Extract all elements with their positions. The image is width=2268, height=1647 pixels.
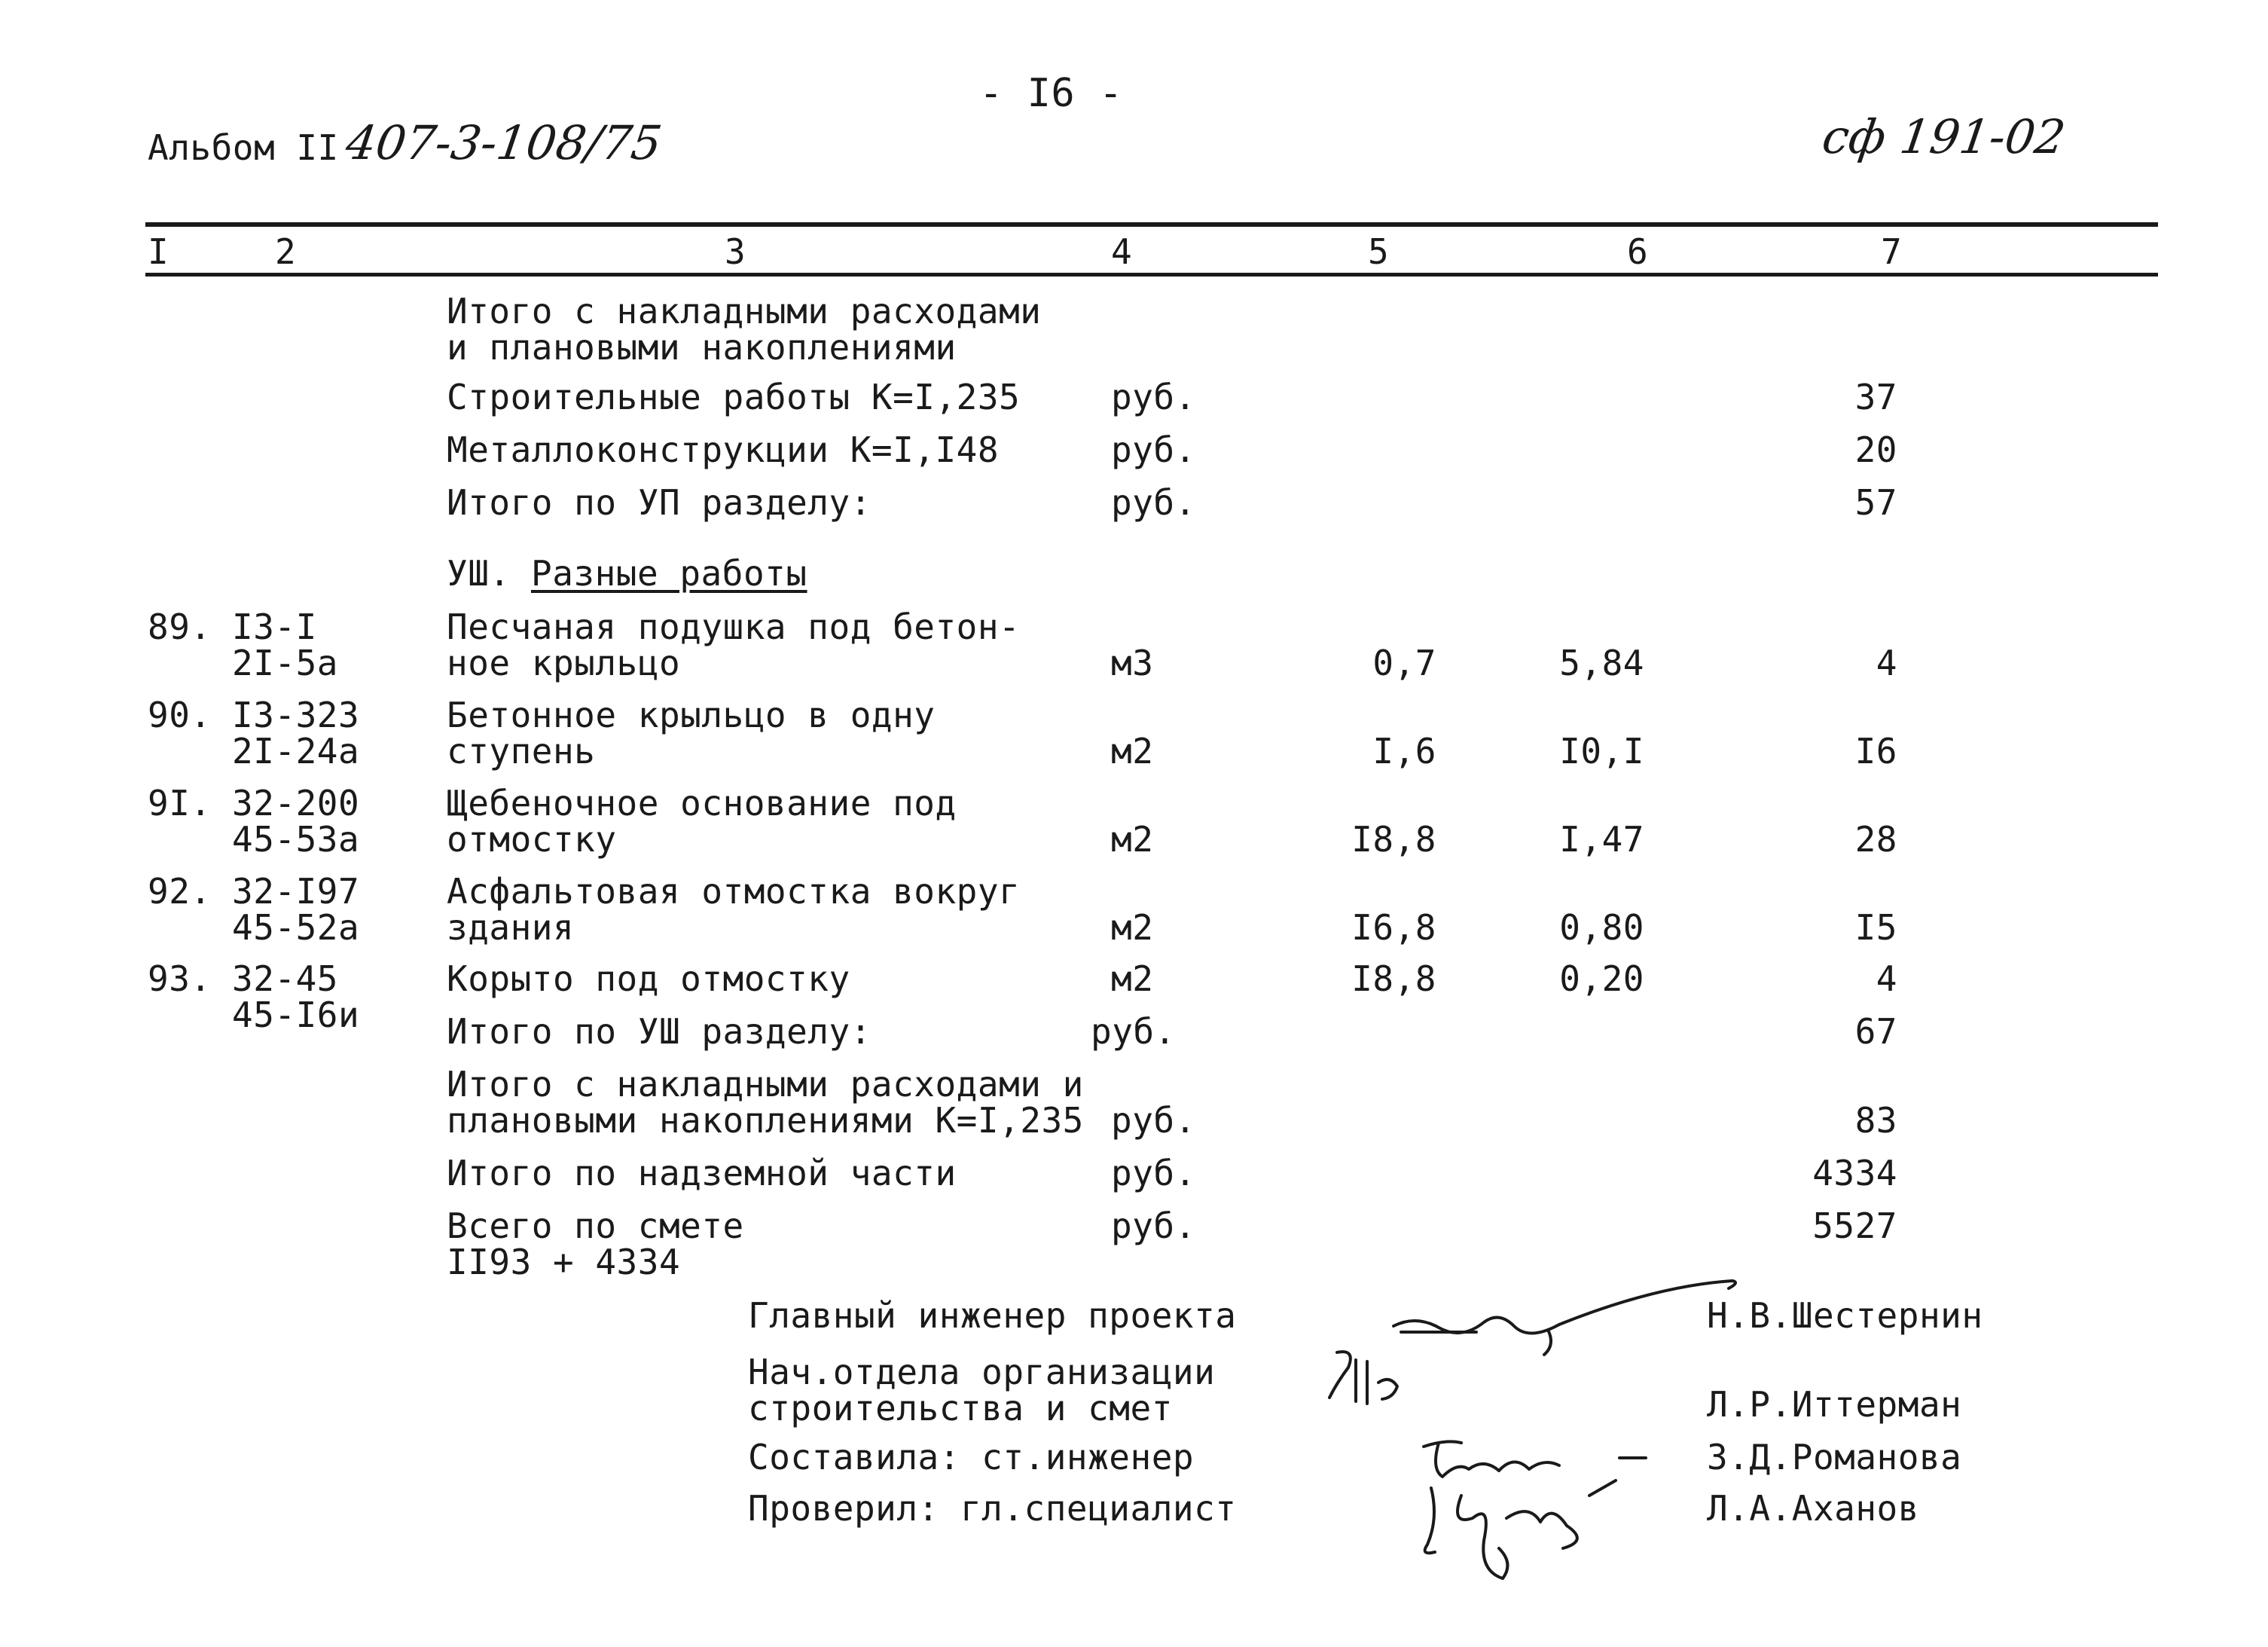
summary-row-unit: руб.	[1111, 377, 1196, 417]
item-name-line2: ное крыльцо	[447, 643, 681, 683]
item-price: 5,84	[1559, 643, 1644, 683]
item-code-line2: 2I-5a	[232, 643, 338, 683]
item-price: 0,80	[1559, 907, 1644, 948]
item-quantity: I6,8	[1351, 907, 1436, 948]
item-number: 93.	[148, 958, 212, 999]
department-head-signature	[1322, 1345, 1420, 1428]
grand-total-line1: Всего по смете	[447, 1205, 744, 1246]
item-number: 89.	[148, 607, 212, 647]
item-price: 0,20	[1559, 958, 1644, 999]
section-number: УШ.	[447, 553, 511, 594]
section-total-unit: руб.	[1091, 1011, 1176, 1052]
overhead-total-unit: руб.	[1111, 1100, 1196, 1141]
item-code-line1: 32-I97	[232, 871, 360, 912]
header-bottom-rule	[145, 273, 2158, 277]
overhead-total-line1: Итого с накладными расходами и	[447, 1064, 1084, 1105]
column-header-5: 5	[1368, 231, 1390, 272]
item-unit: м2	[1111, 731, 1154, 772]
column-header-6: 6	[1627, 231, 1649, 272]
summary-title-line2: и плановыми накоплениями	[447, 327, 957, 368]
page-number: - I6 -	[979, 71, 1123, 116]
section-title: Разные работы	[531, 553, 807, 594]
album-code-handwritten: 407-3-108/75	[342, 115, 666, 170]
aboveground-total-name: Итого по надземной части	[447, 1153, 957, 1193]
item-name-line2: ступень	[447, 731, 596, 772]
item-unit: м3	[1111, 643, 1154, 683]
item-total: I6	[1854, 731, 1897, 772]
item-quantity: I,6	[1372, 731, 1436, 772]
overhead-total-value: 83	[1854, 1100, 1897, 1141]
item-code-line2: 2I-24a	[232, 731, 360, 772]
item-total: 4	[1876, 958, 1897, 999]
item-unit: м2	[1111, 819, 1154, 860]
aboveground-total-unit: руб.	[1111, 1153, 1196, 1193]
item-code-line2: 45-52a	[232, 907, 360, 948]
item-number: 92.	[148, 871, 212, 912]
item-quantity: I8,8	[1351, 958, 1436, 999]
item-price: I,47	[1559, 819, 1644, 860]
summary-row-total: 37	[1854, 377, 1897, 417]
sheet-code-handwritten: сф 191-02	[1818, 109, 2069, 164]
overhead-total-line2: плановыми накоплениями К=I,235	[447, 1100, 1084, 1141]
item-code-line1: I3-323	[232, 695, 360, 735]
item-quantity: I8,8	[1351, 819, 1436, 860]
item-total: 4	[1876, 643, 1897, 683]
signature-role-line2: строительства и смет	[748, 1388, 1173, 1429]
summary-row-name: Итого по УП разделу:	[447, 482, 871, 523]
item-name-line1: Песчаная подушка под бетон-	[447, 607, 1021, 647]
signature-role: Проверил: гл.специалист	[748, 1488, 1237, 1529]
column-header-1: I	[148, 231, 169, 272]
aboveground-total-value: 4334	[1812, 1153, 1897, 1193]
section-total-name: Итого по УШ разделу:	[447, 1011, 871, 1052]
checker-signature	[1409, 1473, 1642, 1586]
item-code-line2: 45-53a	[232, 819, 360, 860]
item-name-line1: Корыто под отмостку	[447, 958, 850, 999]
item-name-line2: здания	[447, 907, 575, 948]
item-price: I0,I	[1559, 731, 1644, 772]
column-header-2: 2	[275, 231, 297, 272]
album-label: Альбом II	[148, 127, 339, 168]
signature-person: З.Д.Романова	[1707, 1437, 1962, 1477]
grand-total-line2: II93 + 4334	[447, 1242, 681, 1282]
summary-row-unit: руб.	[1111, 482, 1196, 523]
column-header-7: 7	[1881, 231, 1903, 272]
section-total-value: 67	[1854, 1011, 1897, 1052]
signature-person: Н.В.Шестернин	[1707, 1295, 1983, 1336]
summary-row-name: Строительные работы К=I,235	[447, 377, 1021, 417]
summary-row-unit: руб.	[1111, 429, 1196, 470]
item-code-line1: 32-200	[232, 783, 360, 824]
item-name-line2: отмостку	[447, 819, 617, 860]
grand-total-value: 5527	[1812, 1205, 1897, 1246]
item-name-line1: Бетонное крыльцо в одну	[447, 695, 936, 735]
item-name-line1: Асфальтовая отмостка вокруг	[447, 871, 1021, 912]
item-name-line1: Щебеночное основание под	[447, 783, 957, 824]
summary-title-line1: Итого с накладными расходами	[447, 291, 1042, 332]
signature-person: Л.А.Аханов	[1707, 1488, 1919, 1529]
item-number: 9I.	[148, 783, 212, 824]
summary-row-total: 57	[1854, 482, 1897, 523]
item-code-line1: I3-I	[232, 607, 317, 647]
item-unit: м2	[1111, 907, 1154, 948]
item-code-line1: 32-45	[232, 958, 338, 999]
signature-role: Нач.отдела организации	[748, 1352, 1216, 1392]
summary-row-name: Металлоконструкции К=I,I48	[447, 429, 1000, 470]
chief-engineer-signature	[1386, 1273, 1748, 1356]
item-number: 90.	[148, 695, 212, 735]
signature-role: Составила: ст.инженер	[748, 1437, 1195, 1477]
column-header-3: 3	[725, 231, 746, 272]
signature-role: Главный инженер проекта	[748, 1295, 1237, 1336]
column-header-4: 4	[1111, 231, 1133, 272]
item-code-line2: 45-I6и	[232, 995, 360, 1035]
item-unit: м2	[1111, 958, 1154, 999]
item-total: 28	[1854, 819, 1897, 860]
grand-total-unit: руб.	[1111, 1205, 1196, 1246]
header-top-rule	[145, 222, 2158, 227]
summary-row-total: 20	[1854, 429, 1897, 470]
item-quantity: 0,7	[1372, 643, 1436, 683]
item-total: I5	[1854, 907, 1897, 948]
signature-person: Л.Р.Иттерман	[1707, 1384, 1962, 1425]
